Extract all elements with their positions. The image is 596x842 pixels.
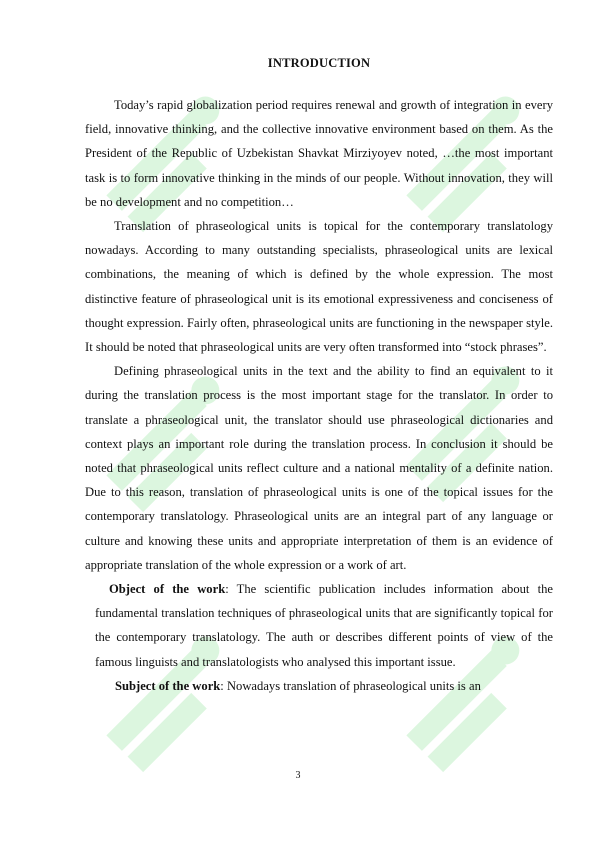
paragraph-phraseological-units: Translation of phraseological units is topical for the contemporary translatology nowadays. According to many outstanding specialists, phraseological units are lexical combinations, the meaning of which is defined by the whole expression. The most distinctive feature of phraseological unit is its emotional expressiveness and conciseness of thought expression. Fairly often, phraseological units are functioning in the newspaper style. It should be noted that phraseological units are very often transformed into “stock phrases”. xyxy=(85,219,553,355)
document-title: INTRODUCTION xyxy=(267,56,371,70)
object-of-work-paragraph xyxy=(85,577,553,674)
object-of-work-label: Object of the work xyxy=(109,582,226,597)
document-body xyxy=(85,56,553,698)
object-of-work-text: : The scientific publication includes information about the fundamental translation techniques of phraseological units that are significantly topical for the contemporary translatology. The auth or describes different points of view of the famous linguists and translatologists who analysed this important issue. xyxy=(95,582,553,669)
paragraph-globalization: Today’s rapid globalization period requires renewal and growth of integration in every field, innovative thinking, and the collective innovative environment based on them. As the President of the Republic of Uzbekistan Shavkat Mirziyoyev noted, …the most important task is to form innovative thinking in the minds of our people. Without innovation, they will be no development and no competition… xyxy=(85,98,553,209)
paragraph-translation-process: Defining phraseological units in the text and the ability to find an equivalent to it during the translation process is the most important stage for the translator. In order to translate a phraseological unit, the translator should use phraseological dictionaries and context plays an important role during the translation process. In conclusion it should be noted that phraseological units reflect culture and a national mentality of a definite nation. Due to this reason, translation of phraseological units is one of the topical issues for the contemporary translatology. Phraseological units are an integral part of any language or culture and knowing these units and appropriate interpretation of them is an evidence of appropriate translation of the whole expression or a work of art. xyxy=(85,364,553,572)
subject-of-work-text: : Nowadays translation of phraseological units is an xyxy=(220,678,481,693)
subject-of-work-paragraph xyxy=(85,674,553,698)
subject-of-work-label: Subject of the work xyxy=(115,678,221,693)
page-number: 3 xyxy=(295,770,301,781)
